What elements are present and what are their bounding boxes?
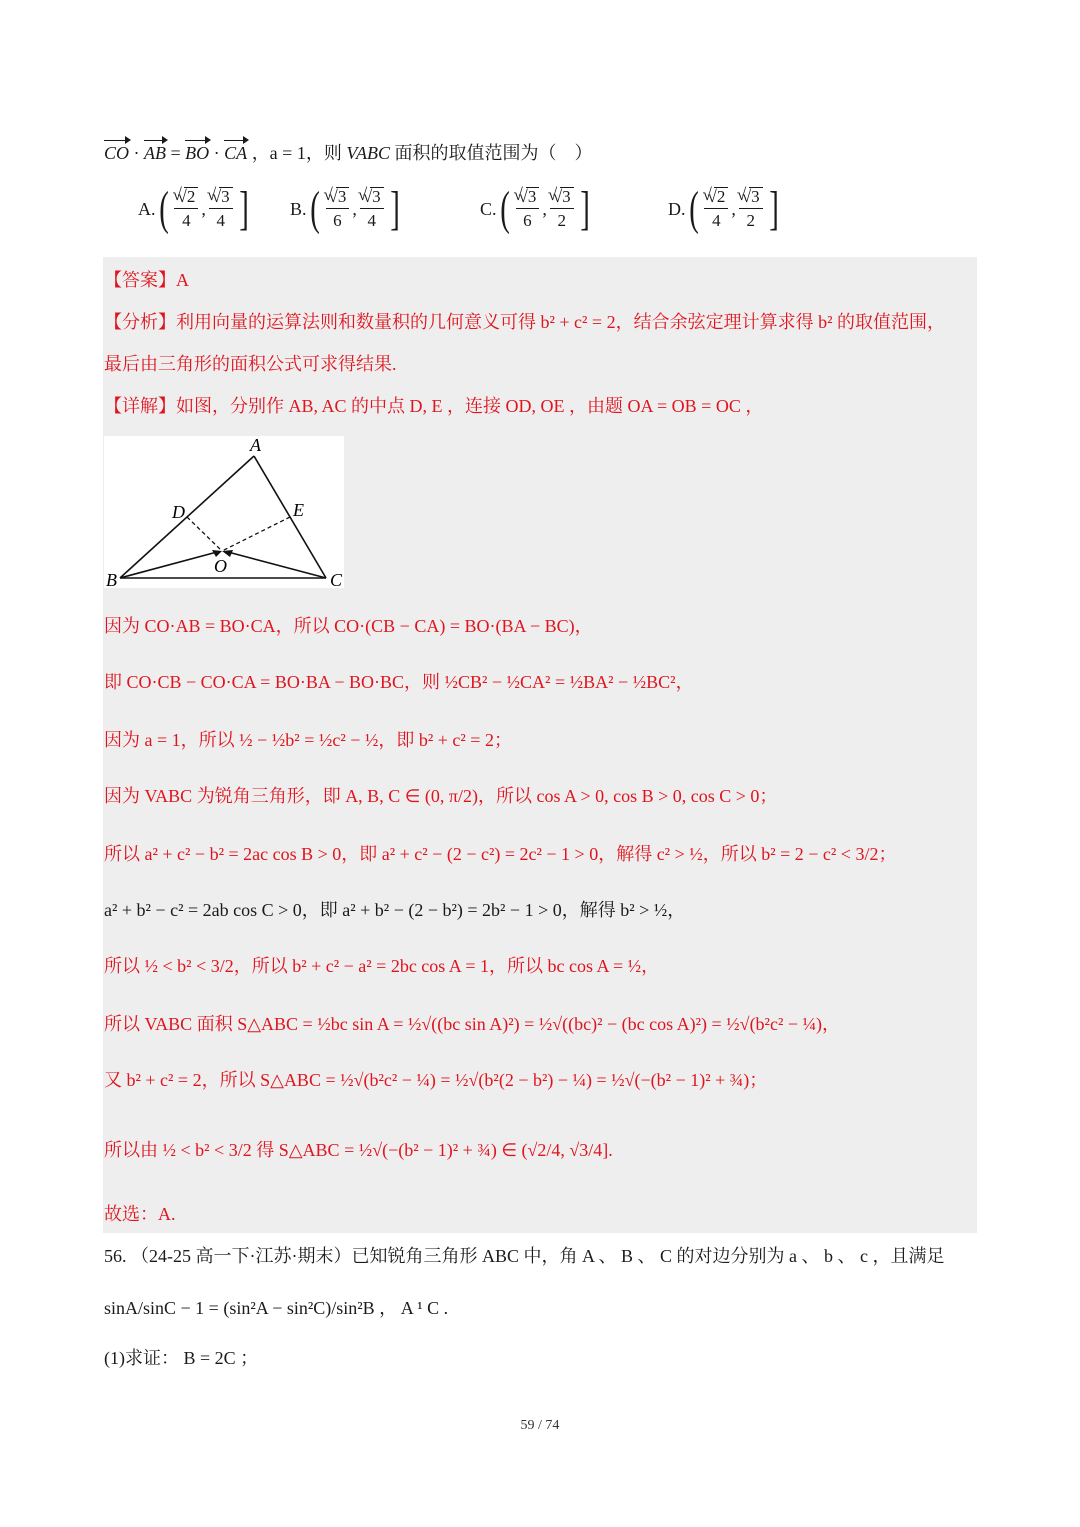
label-b: B <box>106 570 117 588</box>
label-d: D <box>172 502 185 522</box>
fraction-num: √ √2 <box>704 187 728 209</box>
fraction-num: √ √3 <box>326 187 350 209</box>
fraction-num: √ √3 <box>516 187 540 209</box>
step-6: a² + b² − c² = 2ab cos C > 0，即 a² + b² − (2 − b²) = 2b² − 1 > 0，解得 b² > ½， <box>104 900 686 920</box>
step-3: 因为 a = 1，所以 ½ − ½b² = ½c² − ½，即 b² + c² = 2； <box>104 730 512 750</box>
option-b[interactable]: B. ( √ $\frac{√3}{6}$ , √ $\frac{√3}{4}$ ] <box>290 185 403 233</box>
vector-co-line <box>228 552 326 578</box>
stem-triangle: VABC <box>346 143 390 163</box>
analysis-text-2: 最后由三角形的面积公式可求得结果. <box>104 354 397 374</box>
fraction <box>360 187 384 232</box>
fraction <box>739 187 763 232</box>
stem-text-a: ，a = 1，则 <box>251 143 342 163</box>
fraction-num: √ √3 <box>209 187 233 209</box>
answer-line <box>104 266 189 295</box>
analysis-tag: 【分析】 <box>104 312 176 333</box>
close-bracket: ] <box>768 182 779 235</box>
fraction-den: 2 <box>557 210 567 230</box>
analysis-text-1: 利用向量的运算法则和数量积的几何意义可得 b² + c² = 2，结合余弦定理计算求得 b² 的取值范围， <box>176 312 945 332</box>
label-e: E <box>293 500 304 520</box>
option-label: A. <box>138 198 156 219</box>
analysis-line-1 <box>104 308 945 337</box>
step-1: 因为 CO·AB = BO·CA，所以 CO·(CB − CA) = BO·(BA − BC)， <box>104 616 593 636</box>
vector-co: CO <box>104 139 129 167</box>
fraction-num: √ √3 <box>360 187 384 209</box>
detail-line-1 <box>104 392 763 421</box>
open-paren: ( <box>499 182 510 235</box>
option-label: B. <box>290 198 307 219</box>
fraction <box>550 187 574 232</box>
fraction <box>174 187 198 232</box>
fraction-num: √ √3 <box>739 187 763 209</box>
option-d[interactable]: D. ( √ $\frac{√2}{4}$ , √ $\frac{√3}{2}$ ] <box>668 185 782 233</box>
fraction-num: √ √2 <box>174 187 198 209</box>
open-paren: ( <box>309 182 320 235</box>
open-paren: ( <box>688 182 699 235</box>
conclusion: 故选：A. <box>104 1204 176 1224</box>
fraction-num: √ √3 <box>550 187 574 209</box>
option-label: D. <box>668 198 686 219</box>
step-5: 所以 a² + c² − b² = 2ac cos B > 0，即 a² + c² − (2 − c²) = 2c² − 1 > 0，解得 c² > ½，所以 b² = 2 − c² < 3/2； <box>104 844 897 864</box>
close-bracket: ] <box>238 182 249 235</box>
fraction-den: 2 <box>746 210 755 230</box>
option-label: C. <box>480 198 497 219</box>
vector-ca: CA <box>224 139 247 167</box>
analysis-line-2 <box>104 350 397 379</box>
fraction <box>516 187 540 232</box>
option-a[interactable]: A. ( √ $\frac{√2}{4}$ , √ $\frac{√3}{4}$ ] <box>138 185 252 233</box>
fraction-den: 6 <box>523 210 532 230</box>
close-bracket: ] <box>389 182 400 235</box>
open-paren: ( <box>158 182 169 235</box>
step-2: 即 CO·CB − CO·CA = BO·BA − BO·BC，则 ½CB² − ½CA² = ½BA² − ½BC²， <box>104 672 694 692</box>
fraction <box>704 187 728 232</box>
page-number: 59 / 74 <box>520 1418 560 1433</box>
step-7: 所以 ½ < b² < 3/2，所以 b² + c² − a² = 2bc cos A = 1，所以 bc cos A = ½， <box>104 956 660 976</box>
triangle-figure <box>104 436 344 588</box>
label-a: A <box>250 436 261 455</box>
fraction-den: 4 <box>182 210 191 230</box>
step-10: 所以由 ½ < b² < 3/2 得 S△ABC = ½√(−(b² − 1)² + ¾) ∈ (√2/4, √3/4]. <box>104 1140 613 1160</box>
detail-tag: 【详解】 <box>104 396 176 417</box>
label-c: C <box>330 570 343 588</box>
answer-tag: 【答案】 <box>104 270 176 291</box>
step-9: 又 b² + c² = 2，所以 S△ABC = ½√(b²c² − ¼) = ½√(b²(2 − b²) − ¼) = ½√(−(b² − 1)² + ¾)； <box>104 1070 768 1090</box>
segment-oe <box>222 517 290 551</box>
fraction <box>326 187 350 232</box>
detail-text-1: 如图，分别作 AB, AC 的中点 D, E ，连接 OD, OE ，由题 OA = OB = OC ， <box>176 396 764 416</box>
triangle-diagram <box>104 436 344 588</box>
close-bracket: ] <box>579 182 590 235</box>
segment-od <box>187 517 222 551</box>
answer-value: A <box>176 270 189 290</box>
next-question-line-3: (1)求证： B = 2C ； <box>104 1348 259 1368</box>
fraction-den: 6 <box>333 210 342 230</box>
fraction <box>209 187 233 232</box>
question-stem: CO · AB = BO · CA ，a = 1，则 VABC 面积的取值范围为（ ） <box>104 139 592 167</box>
label-o: O <box>214 556 227 576</box>
step-8: 所以 VABC 面积 S△ABC = ½bc sin A = ½√((bc sin A)²) = ½√((bc)² − (bc cos A)²) = ½√(b²c² − ¼)， <box>104 1014 840 1034</box>
next-question-line-2: sinA/sinC − 1 = (sin²A − sin²C)/sin²B ， A ¹ C . <box>104 1298 449 1318</box>
stem-text-c: 面积的取值范围为（ ） <box>394 143 593 163</box>
fraction-den: 4 <box>216 210 225 230</box>
fraction-den: 4 <box>367 210 377 230</box>
next-question-line-1: 56. （24-25 高一下·江苏·期末）已知锐角三角形 ABC 中，角 A 、 B 、 C 的对边分别为 a 、 b 、 c ，且满足 <box>104 1246 945 1266</box>
fraction-den: 4 <box>712 210 721 230</box>
vector-ab: AB <box>144 139 166 167</box>
option-c[interactable]: C. ( √ $\frac{√3}{6}$ , √ $\frac{√3}{2}$ ] <box>480 185 593 233</box>
step-4: 因为 VABC 为锐角三角形，即 A, B, C ∈ (0, π/2)，所以 cos A > 0, cos B > 0, cos C > 0； <box>104 786 778 806</box>
vector-bo: BO <box>185 139 209 167</box>
